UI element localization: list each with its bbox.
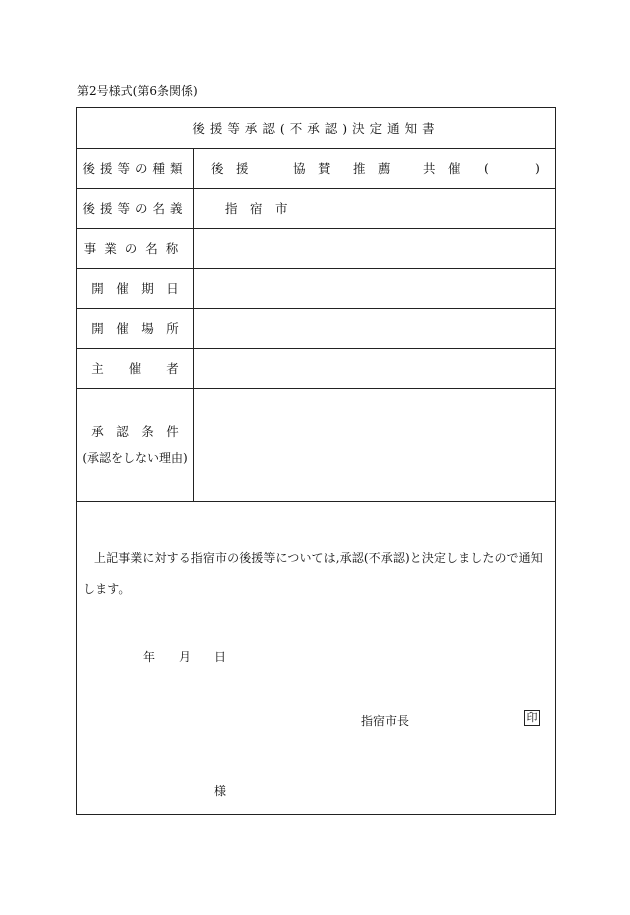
approval-conditions-label-line1: 承 認 条 件 (91, 423, 179, 439)
support-name-text: 指 宿 市 (225, 201, 288, 216)
event-period-label: 開 催 期 日 (77, 268, 194, 308)
row-organizer (77, 348, 555, 389)
date-month: 月 (179, 650, 192, 664)
date-year: 年 (143, 650, 156, 664)
support-type-options (195, 148, 555, 188)
organizer-label: 主 催 者 (77, 348, 194, 388)
mayor-signature-label: 指宿市長 (361, 714, 410, 728)
event-place-label: 開 催 場 所 (77, 308, 194, 348)
row-event-period (77, 268, 555, 309)
form-title: 後援等承認(不承認)決定通知書 (77, 108, 555, 149)
support-name-label: 後援等の名義 (77, 188, 194, 228)
approval-conditions-label (77, 388, 194, 501)
row-support-type (77, 148, 555, 189)
option-kouen: 後 援 (211, 161, 249, 176)
notice-body: 上記事業に対する指宿市の後援等については,承認(不承認)と決定しましたので通知します。 (83, 551, 543, 596)
option-suisen: 推 薦 (353, 161, 391, 176)
option-kyousan: 協 賛 (293, 161, 331, 176)
project-name-label: 事業の名称 (77, 228, 194, 268)
option-other-open-paren: ( (484, 160, 489, 176)
seal-mark: 印 (524, 710, 540, 726)
row-event-place (77, 308, 555, 349)
event-place-value (195, 308, 555, 348)
approval-conditions-label-line2: (承認をしない理由) (82, 450, 188, 465)
row-project-name (77, 228, 555, 269)
event-period-value (195, 268, 555, 308)
date-day: 日 (214, 650, 227, 664)
support-name-value (195, 188, 555, 228)
approval-conditions-value (195, 388, 555, 501)
row-approval-conditions (77, 388, 555, 502)
recipient-honorific: 様 (214, 784, 227, 798)
option-kyousai: 共 催 (423, 161, 461, 176)
project-name-value (195, 228, 555, 268)
form-number-label: 第2号様式(第6条関係) (77, 84, 198, 98)
notice-form (76, 107, 556, 815)
option-other-close-paren: ) (535, 160, 540, 176)
support-type-label: 後援等の種類 (77, 148, 194, 188)
organizer-value (195, 348, 555, 388)
row-support-name (77, 188, 555, 229)
